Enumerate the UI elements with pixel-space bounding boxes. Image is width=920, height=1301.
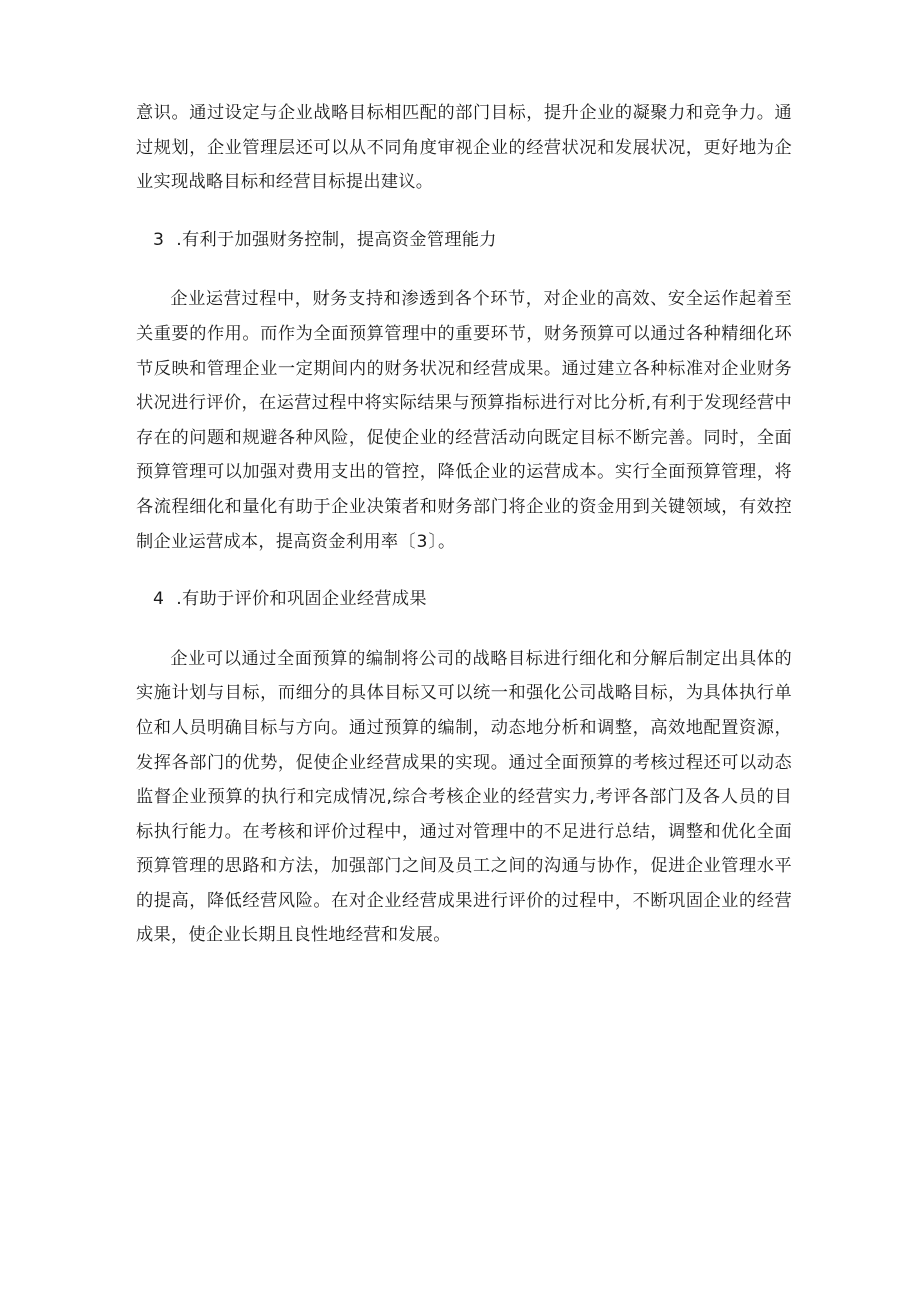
section-3-number: 3 [153, 229, 165, 250]
section-3-heading [136, 223, 792, 258]
section-3-end-punct: 。 [438, 531, 456, 552]
section-3-paragraph [136, 282, 792, 559]
section-4-paragraph: 企业可以通过全面预算的编制将公司的战略目标进行细化和分解后制定出具体的实施计划与目标，而细分的具体目标又可以统一和强化公司战略目标，为具体执行单位和人员明确目标与方向。通过预算的编制，动态地分析和调整，高效地配置资源，发挥各部门的优势，促使企业经营成果的实现。通过全面预算的考核过程还可以动态监督企业预算的执行和完成情况,综合考核企业的经营实力,考评各部门及各人员的目标执行能力。在考核和评价过程中，通过对管理中的不足进行总结，调整和优化全面预算管理的思路和方法，加强部门之间及员工之间的沟通与协作，促进企业管理水平的提高，降低经营风险。在对企业经营成果进行评价的过程中，不断巩固企业的经营成果，使企业长期且良性地经营和发展。 [136, 648, 792, 946]
section-4-heading [136, 582, 792, 617]
section-3-body: 企业运营过程中，财务支持和渗透到各个环节，对企业的高效、安全运作起着至关重要的作用。而作为全面预算管理中的重要环节，财务预算可以通过各种精细化环节反映和管理企业一定期间内的财务状况和经营成果。通过建立各种标准对企业财务状况进行评价，在运营过程中将实际结果与预算指标进行对比分析,有利于发现经营中存在的问题和规避各种风险，促使企业的经营活动向既定目标不断完善。同时，全面预算管理可以加强对费用支出的管控，降低企业的运营成本。实行全面预算管理，将各流程细化和量化有助于企业决策者和财务部门将企业的资金用到关键领域，有效控制企业运营成本，提高资金利用率 [136, 289, 792, 552]
section-3-title: .有利于加强财务控制，提高资金管理能力 [176, 229, 497, 250]
section-4-number: 4 [153, 589, 165, 610]
citation-reference: 〔3〕 [398, 531, 439, 552]
document-page [136, 96, 792, 953]
intro-paragraph: 意识。通过设定与企业战略目标相匹配的部门目标，提升企业的凝聚力和竞争力。通过规划，企业管理层还可以从不同角度审视企业的经营状况和发展状况，更好地为企业实现战略目标和经营目标提出建议。 [136, 103, 792, 193]
section-4-title: .有助于评价和巩固企业经营成果 [176, 589, 427, 610]
